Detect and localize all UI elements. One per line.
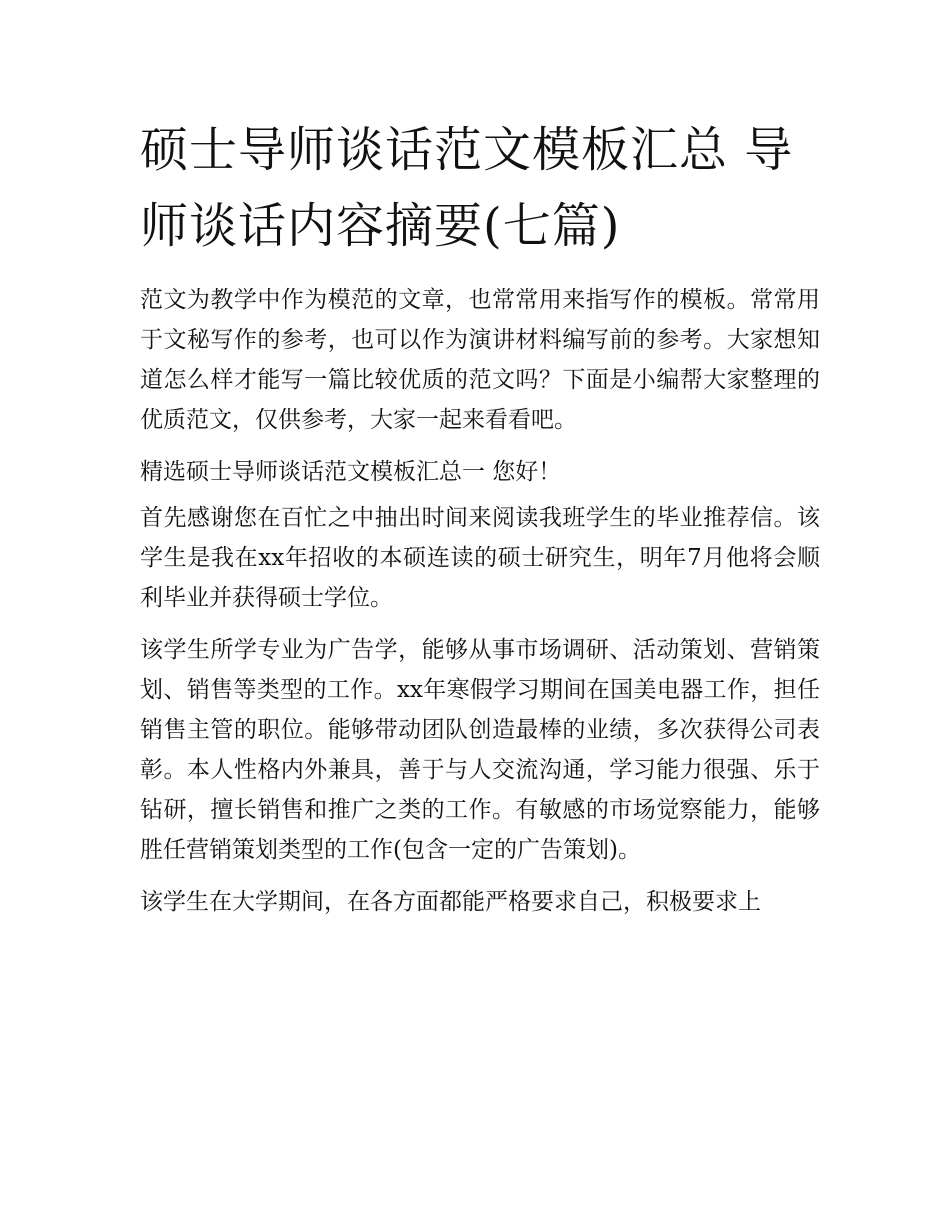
intro-paragraph: 范文为教学中作为模范的文章，也常常用来指写作的模板。常常用于文秘写作的参考，也可以作为演讲材料编写前的参考。大家想知道怎么样才能写一篇比较优质的范文吗？下面是小编帮大家整理的优质范文，仅供参考，大家一起来看看吧。 [140, 287, 820, 433]
body-paragraph: 该学生在大学期间，在各方面都能严格要求自己，积极要求上 [140, 889, 761, 915]
body-paragraph: 该学生所学专业为广告学，能够从事市场调研、活动策划、营销策划、销售等类型的工作。xx年寒假学习期间在国美电器工作，担任销售主管的职位。能够带动团队创造最棒的业绩，多次获得公司表彰。本人性格内外兼具，善于与人交流沟通，学习能力很强、乐于钻研，擅长销售和推广之类的工作。有敏感的市场觉察能力，能够胜任营销策划类型的工作(包含一定的广告策划)。 [140, 637, 820, 863]
body-paragraph: 首先感谢您在百忙之中抽出时间来阅读我班学生的毕业推荐信。该学生是我在xx年招收的本硕连读的硕士研究生，明年7月他将会顺利毕业并获得硕士学位。 [140, 505, 820, 611]
section-heading-paragraph: 精选硕士导师谈话范文模板汇总一 您好！ [140, 459, 562, 485]
document-body [140, 280, 820, 934]
document-title: 硕士导师谈话范文模板汇总 导师谈话内容摘要(七篇) [140, 122, 794, 254]
